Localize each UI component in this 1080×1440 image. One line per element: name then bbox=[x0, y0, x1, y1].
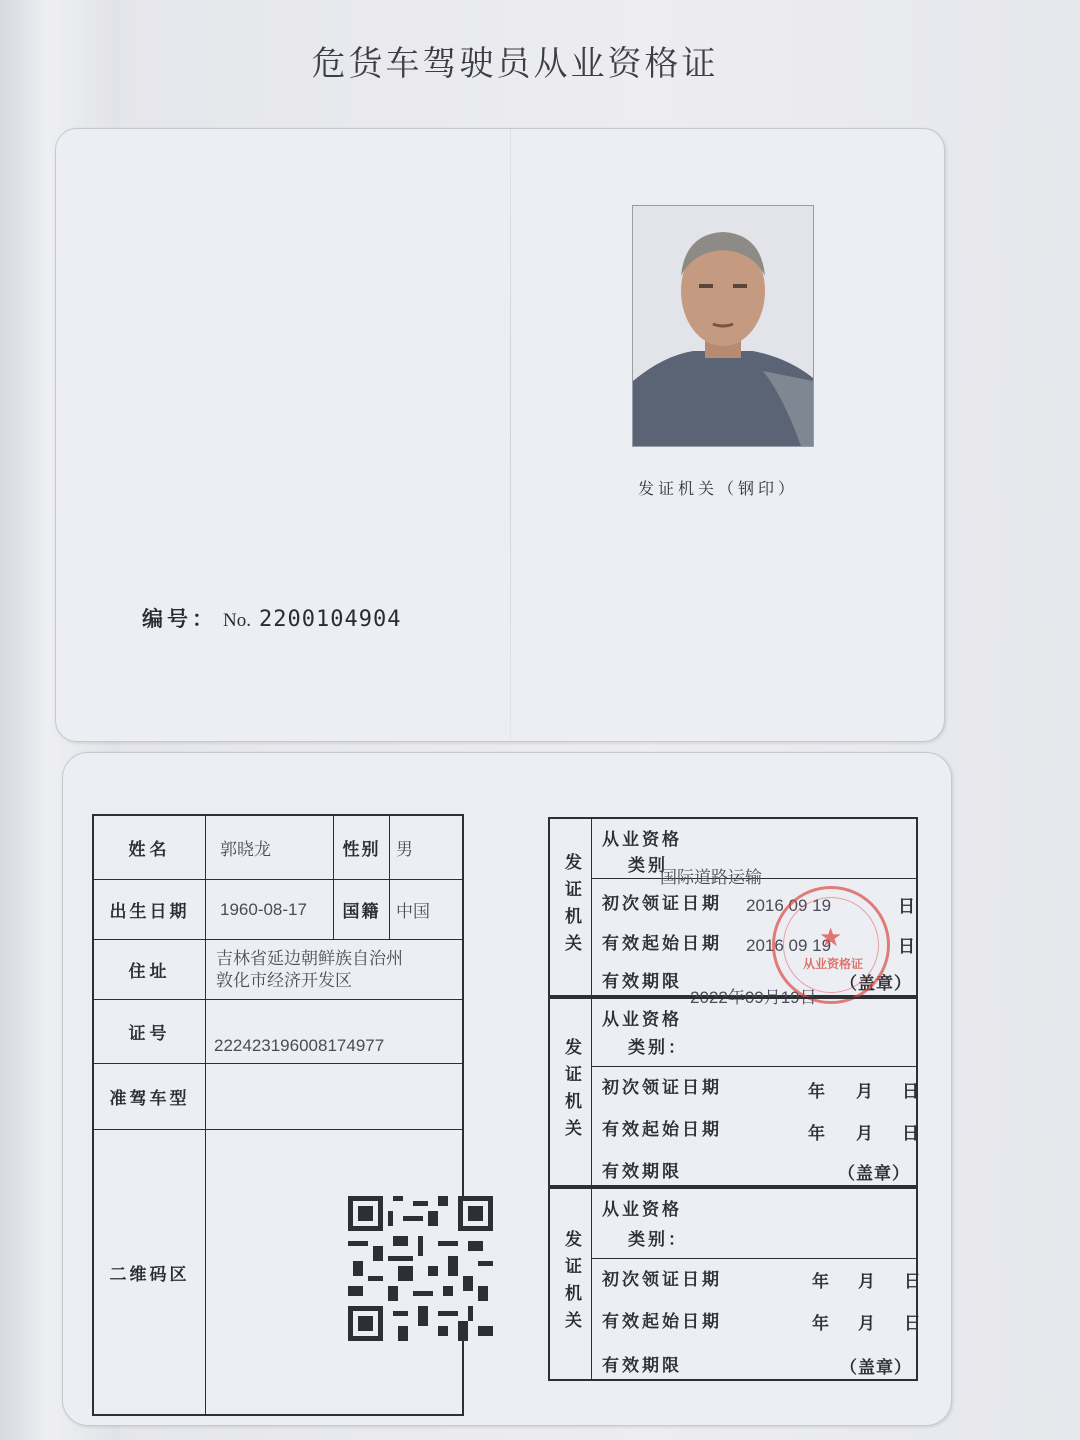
block-3-side-label bbox=[550, 1189, 592, 1379]
address-value bbox=[206, 940, 464, 999]
table-row bbox=[94, 816, 462, 880]
valid-start-label: 有效起始日期 bbox=[602, 1312, 722, 1332]
vehicle-type-value bbox=[206, 1064, 464, 1129]
valid-until-date: 2022年09月19日 bbox=[690, 988, 817, 1007]
year-label: 年 bbox=[808, 1124, 828, 1144]
seal-label: （盖章） bbox=[840, 1358, 912, 1378]
day-label: 日 bbox=[898, 937, 918, 957]
qr-area-label: 二维码区 bbox=[94, 1130, 206, 1414]
table-row bbox=[94, 1000, 462, 1064]
table-row bbox=[94, 1064, 462, 1130]
vehicle-type-label: 准驾车型 bbox=[94, 1064, 206, 1129]
first-issue-label: 初次领证日期 bbox=[602, 1078, 722, 1098]
block-2-side-label bbox=[550, 999, 592, 1185]
valid-until-label: 有效期限 bbox=[602, 972, 682, 992]
id-number-label: 证号 bbox=[94, 1000, 206, 1063]
document-title: 危货车驾驶员从业资格证 bbox=[311, 44, 719, 84]
first-issue-label: 初次领证日期 bbox=[602, 894, 722, 914]
issuing-authority-vertical-label: 发证机关 bbox=[561, 1038, 581, 1146]
qual-label-1: 从业资格 bbox=[602, 1010, 682, 1030]
seal-text: 从业资格证 bbox=[802, 957, 863, 971]
birth-date-label: 出生日期 bbox=[94, 880, 206, 939]
nationality-label: 国籍 bbox=[334, 880, 390, 939]
portrait-image bbox=[633, 206, 813, 446]
year-label: 年 bbox=[812, 1314, 832, 1334]
block-1-side-label bbox=[550, 819, 592, 995]
valid-start-label: 有效起始日期 bbox=[602, 1120, 722, 1140]
day-label: 日 bbox=[898, 897, 918, 917]
valid-until-label: 有效期限 bbox=[602, 1356, 682, 1376]
table-row bbox=[94, 940, 462, 1000]
official-red-seal bbox=[772, 886, 890, 1004]
first-issue-date: 2016 09 19 bbox=[746, 896, 832, 915]
month-label: 月 bbox=[858, 1314, 878, 1334]
name-value: 郭晓龙 bbox=[206, 816, 334, 879]
nationality-value: 中国 bbox=[396, 902, 430, 922]
holder-info-table bbox=[92, 814, 464, 1416]
day-label: 日 bbox=[904, 1272, 924, 1292]
qual-label-2: 类别： bbox=[628, 1038, 688, 1058]
issuing-authority-steel-seal-caption: 发证机关（钢印） bbox=[638, 479, 799, 498]
year-label: 年 bbox=[808, 1082, 828, 1102]
id-number-value: 222423196008174977 bbox=[214, 1035, 385, 1055]
serial-number: 2200104904 bbox=[258, 607, 402, 632]
address-label: 住址 bbox=[94, 940, 206, 999]
holder-photo bbox=[632, 205, 814, 447]
serial-prefix: No. bbox=[223, 610, 251, 631]
seal-star-icon: ★ bbox=[819, 923, 843, 953]
address-line-1: 吉林省延边朝鲜族自治州 bbox=[216, 948, 403, 969]
qual-label-2: 类别 bbox=[628, 856, 668, 876]
issuing-authority-vertical-label: 发证机关 bbox=[561, 1230, 581, 1338]
qualification-block-2 bbox=[548, 997, 922, 1187]
valid-start-label: 有效起始日期 bbox=[602, 934, 722, 954]
day-label: 日 bbox=[904, 1314, 924, 1334]
seal-label: （盖章） bbox=[840, 974, 912, 994]
table-row bbox=[94, 1130, 462, 1414]
day-label: 日 bbox=[902, 1082, 922, 1102]
qualification-block-3 bbox=[548, 1187, 924, 1381]
serial-number-line bbox=[142, 603, 401, 633]
month-label: 月 bbox=[858, 1272, 878, 1292]
card-fold-line bbox=[510, 128, 511, 740]
seal-label: （盖章） bbox=[838, 1164, 910, 1184]
month-label: 月 bbox=[856, 1124, 876, 1144]
qual-label-2: 类别： bbox=[628, 1230, 688, 1250]
address-line-2: 敦化市经济开发区 bbox=[216, 970, 352, 991]
sex-label: 性别 bbox=[334, 816, 390, 879]
birth-date-value: 1960-08-17 bbox=[206, 880, 334, 939]
name-label: 姓名 bbox=[94, 816, 206, 879]
qr-code-icon bbox=[348, 1196, 493, 1341]
qr-area bbox=[206, 1130, 464, 1414]
year-label: 年 bbox=[812, 1272, 832, 1292]
first-issue-label: 初次领证日期 bbox=[602, 1270, 722, 1290]
issuing-authority-vertical-label: 发证机关 bbox=[561, 853, 581, 961]
table-row bbox=[94, 880, 462, 940]
valid-start-date: 2016 09 19 bbox=[746, 936, 832, 955]
qual-label-1: 从业资格 bbox=[602, 830, 682, 850]
qual-value: 国际道路运输 bbox=[660, 868, 762, 887]
sex-value: 男 bbox=[396, 840, 413, 860]
qual-label-1: 从业资格 bbox=[602, 1200, 682, 1220]
valid-until-label: 有效期限 bbox=[602, 1162, 682, 1182]
serial-label: 编号： bbox=[142, 606, 217, 631]
day-label: 日 bbox=[902, 1124, 922, 1144]
month-label: 月 bbox=[856, 1082, 876, 1102]
